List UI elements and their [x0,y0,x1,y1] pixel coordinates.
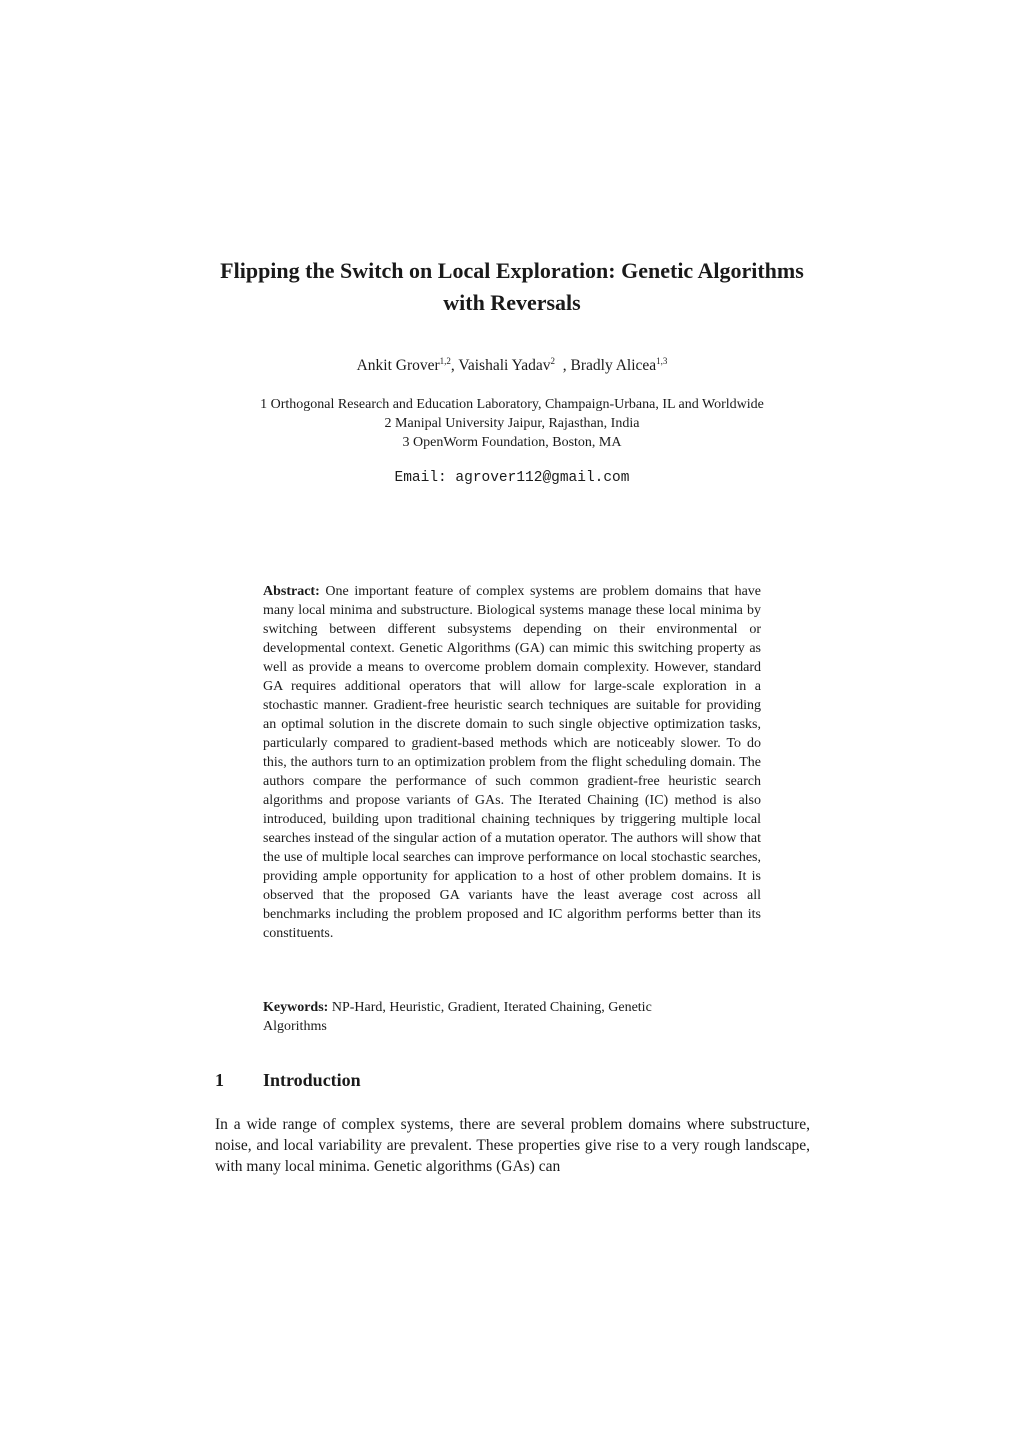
keywords-text: NP-Hard, Heuristic, Gradient, Iterated Chaining, Genetic Algorithms [263,1000,652,1034]
section-number: 1 [215,1070,224,1090]
abstract [263,582,761,943]
author-separator: , [555,357,571,374]
affiliation: 3 OpenWorm Foundation, Boston, MA [402,435,622,450]
affiliation: 2 Manipal University Jaipur, Rajasthan, India [384,416,640,431]
keywords [263,998,713,1036]
affiliation: 1 Orthogonal Research and Education Laboratory, Champaign-Urbana, IL and Worldwide [260,397,764,412]
author-affiliation-marker: 1,3 [656,355,668,366]
author-name: Ankit Grover [356,357,440,374]
affiliation-list [212,395,812,452]
contact-email: Email: agrover112@gmail.com [394,470,630,486]
author-affiliation-marker: 2 [550,355,556,366]
author-separator: , [450,357,459,374]
section-title: Introduction [263,1070,361,1090]
abstract-label: Abstract: [263,584,320,599]
author-affiliation-marker: 1,2 [439,355,451,366]
keywords-label: Keywords: [263,1000,329,1015]
author-name: Bradly Alicea [570,357,657,374]
abstract-text: One important feature of complex systems are problem domains that have many local minima and substructure. Biological systems manage these local minima by switching between different subsystems depending on their environmental or developmental context. Genetic Algorithms (GA) can mimic this switching property as well as provide a means to overcome problem domain complexity. However, standard GA requires additional operators that will allow for large-scale exploration in a stochastic manner. Gradient-free heuristic search techniques are suitable for providing an optimal solution in the discrete domain to such single objective optimization tasks, particularly compared to gradient-based methods which are noticeably slower. To do this, the authors turn to an optimization problem from the flight scheduling domain. The authors compare the performance of such common gradient-free heuristic search algorithms and propose variants of GAs. The Iterated Chaining (IC) method is also introduced, building upon traditional chaining techniques by triggering multiple local searches instead of the singular action of a mutation operator. The authors will show that the use of multiple local searches can improve performance on local stochastic searches, providing ample opportunity for application to a host of other problem domains. It is observed that the proposed GA variants have the least average cost across all benchmarks including the problem proposed and IC algorithm performs better than its constituents. [263,584,761,941]
section-heading [215,1068,361,1092]
paper-title: Flipping the Switch on Local Exploration: Genetic Algorithms with Reversals [220,258,804,315]
author-name: Vaishali Yadav [458,357,551,374]
author-list [212,356,812,376]
section-body: In a wide range of complex systems, there are several problem domains where substructure, noise, and local variability are prevalent. These properties give rise to a very rough landscape, with many local minima. Genetic algorithms (GAs) can [215,1116,810,1175]
